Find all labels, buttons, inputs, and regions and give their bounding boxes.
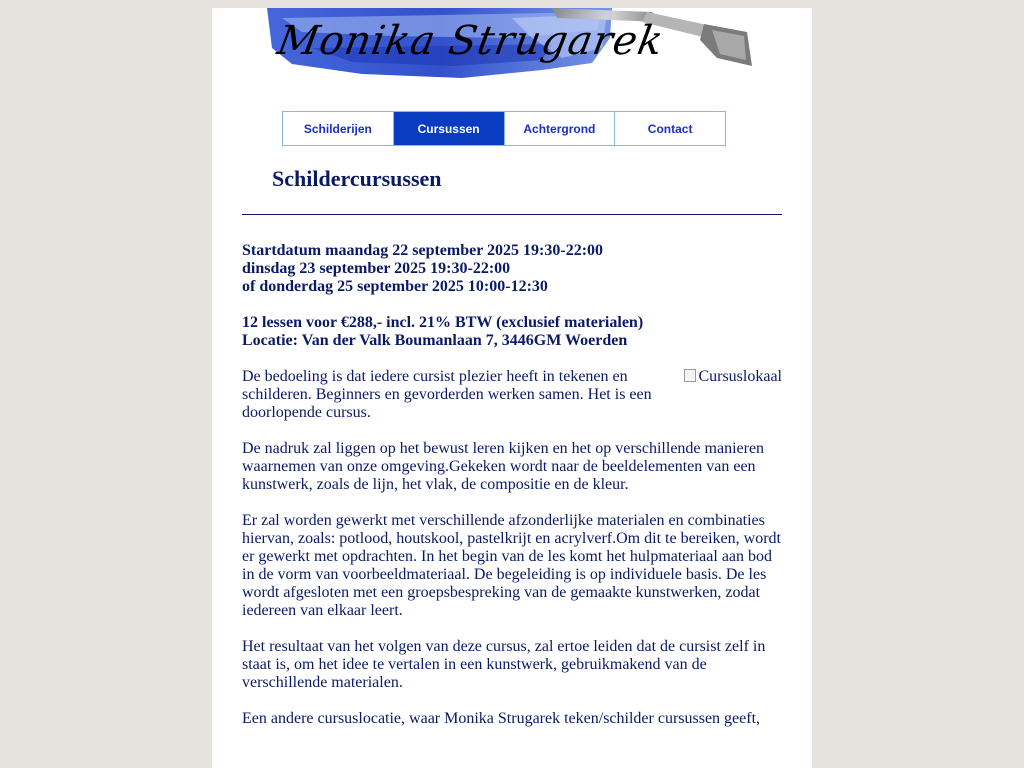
schedule-line: of donderdag 25 september 2025 10:00-12:30 xyxy=(242,278,548,295)
paragraph: Er zal worden gewerkt met verschillende afzonderlijke materialen en combinaties hiervan, zoals: potlood, houtskool, pastelkrijt en acrylverf.Om dit te bereiken, wordt er gewerkt met opdrachten. In het begin van de les komt het hulpmateriaal aan bod in de vorm van voorbeeldmateriaal. De begeleiding is op individuele basis. De les wordt afgesloten met een groepsbespreking van de gemaakte kunstwerken, zodat iedereen van elkaar leert. xyxy=(242,512,781,619)
paragraph: Het resultaat van het volgen van deze cursus, zal ertoe leiden dat de cursist zelf in staat is, om het idee te vertalen in een kunstwerk, gebruikmakend van de verschillende materialen. xyxy=(242,638,766,691)
logo-text[interactable]: Monika Strugarek xyxy=(273,18,668,64)
location-text: Locatie: Van der Valk Boumanlaan 7, 3446GM Woerden xyxy=(242,332,628,349)
paragraph: De nadruk zal liggen op het bewust leren kijken en het op verschillende manieren waarnemen van onze omgeving.Gekeken wordt naar de beeldelementen van een kunstwerk, zoals de lijn, het vlak, de compositie en de kleur. xyxy=(242,440,765,493)
schedule-block xyxy=(242,242,782,296)
course-room-image xyxy=(680,368,782,388)
image-alt-text: Cursuslokaal xyxy=(698,368,782,385)
schedule-line: dinsdag 23 september 2025 19:30-22:00 xyxy=(242,260,511,277)
price-text: 12 lessen voor €288,- incl. 21% BTW (exclusief materialen) xyxy=(242,314,644,331)
main-content xyxy=(242,242,782,746)
nav-cursussen[interactable]: Cursussen xyxy=(394,112,505,145)
main-nav xyxy=(282,111,726,146)
nav-schilderijen[interactable]: Schilderijen xyxy=(283,112,394,145)
nav-achtergrond[interactable]: Achtergrond xyxy=(505,112,616,145)
page-container xyxy=(212,8,812,768)
broken-image-icon xyxy=(684,369,696,382)
page-title: Schildercursussen xyxy=(272,166,442,191)
nav-contact[interactable]: Contact xyxy=(615,112,725,145)
paragraph: De bedoeling is dat iedere cursist plezier heeft in tekenen en schilderen. Beginners en gevorderden werken samen. Het is een doorlopende cursus. xyxy=(242,368,652,421)
schedule-line: Startdatum maandag 22 september 2025 19:30-22:00 xyxy=(242,242,604,259)
price-location-block xyxy=(242,314,782,350)
paragraph: Een andere cursuslocatie, waar Monika Strugarek teken/schilder cursussen geeft, xyxy=(242,710,761,727)
divider xyxy=(242,214,782,215)
